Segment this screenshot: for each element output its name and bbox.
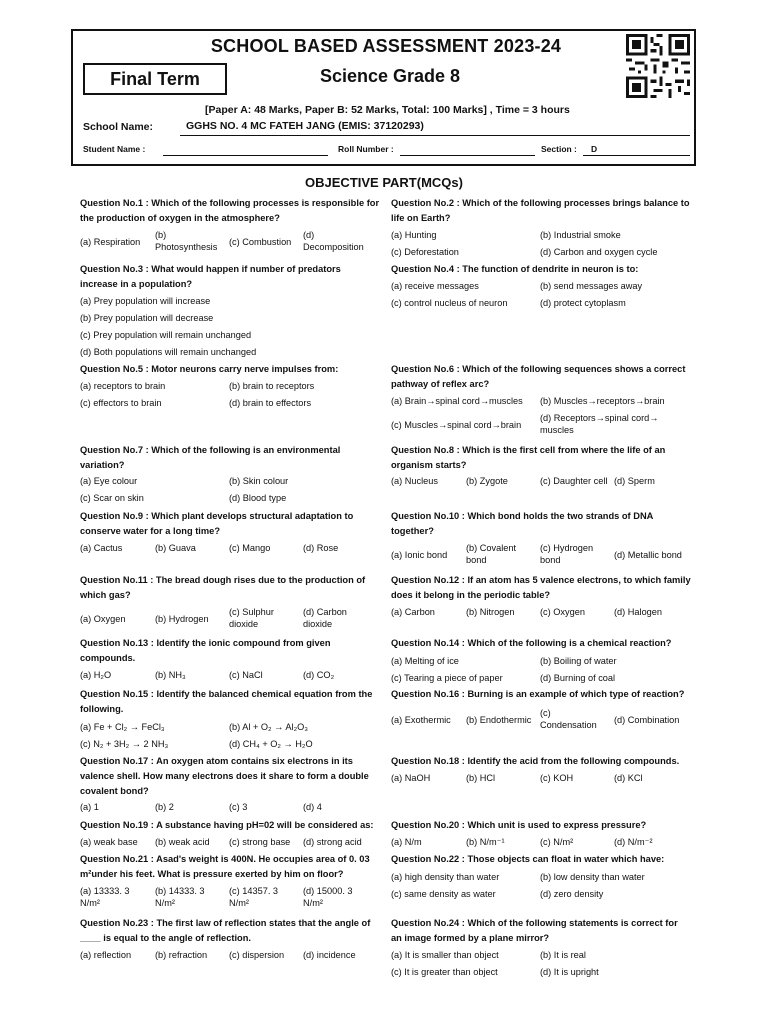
option-a[interactable]: (a) NaOH <box>391 773 431 783</box>
option-d[interactable]: (d) KCl <box>614 773 643 783</box>
option-d[interactable]: (d) It is upright <box>540 967 599 977</box>
option-b[interactable]: (b) refraction <box>155 950 208 960</box>
option-d[interactable]: (d) Combination <box>614 715 680 725</box>
option-c[interactable]: (c) It is greater than object <box>391 967 498 977</box>
option-c[interactable]: (c) Daughter cell <box>540 476 608 486</box>
option-d[interactable]: (d) strong acid <box>303 837 362 847</box>
option-d[interactable]: (d) Decomposition <box>303 230 364 252</box>
option-b[interactable]: (b) Covalent bond <box>466 543 517 565</box>
option-c[interactable]: (c) Scar on skin <box>80 493 144 503</box>
option-b[interactable]: (b) send messages away <box>540 281 643 291</box>
qr-code-icon <box>626 34 690 98</box>
question-13: Question No.13 : Identify the ionic compound from given compounds. <box>80 638 331 663</box>
page-title: SCHOOL BASED ASSESSMENT 2023-24 <box>210 36 562 56</box>
option-c[interactable]: (c) Deforestation <box>391 247 459 257</box>
option-b[interactable]: (b) Endothermic <box>466 715 532 725</box>
option-b[interactable]: (b) Boiling of water <box>540 656 617 666</box>
option-c[interactable]: (c) Hydrogen bond <box>540 543 594 565</box>
option-d[interactable]: (d) protect cytoplasm <box>540 298 626 308</box>
school-name-line <box>180 135 690 136</box>
question-11: Question No.11 : The bread dough rises due to the production of which gas? <box>80 575 366 600</box>
question-1: Question No.1 : Which of the following processes is responsible for the production of oxygen in the atmosphere? <box>80 198 380 223</box>
option-c[interactable]: (c) Muscles→spinal cord→brain <box>391 420 522 430</box>
option-c[interactable]: (c) control nucleus of neuron <box>391 298 508 308</box>
section-label: Section : <box>541 144 577 154</box>
option-d[interactable]: (d) Burning of coal <box>540 673 616 683</box>
student-name-label: Student Name : <box>83 144 146 154</box>
school-label: School Name: <box>83 121 154 133</box>
question-18: Question No.18 : Identify the acid from the following compounds. <box>391 756 680 766</box>
option-d[interactable]: (d) Sperm <box>614 476 655 486</box>
option-a[interactable]: (a) Carbon <box>391 607 435 617</box>
option-a[interactable]: (a) Melting of ice <box>391 656 459 666</box>
option-a[interactable]: (a) Oxygen <box>80 614 126 624</box>
question-21: Question No.21 : Asad's weight is 400N. He occupies area of 0. 03 m²under his feet. What is pressure exerted by him on floor? <box>80 854 370 879</box>
question-23: Question No.23 : The first law of reflection states that the angle of ____ is equal to the angle of reflection. <box>80 918 371 943</box>
option-a[interactable]: (a) Hunting <box>391 230 437 240</box>
section-value: D <box>591 144 598 154</box>
option-b[interactable]: (b) brain to receptors <box>229 381 315 391</box>
option-a[interactable]: (a) Prey population will increase <box>80 296 211 306</box>
section-title: OBJECTIVE PART(MCQs) <box>305 175 463 190</box>
option-a[interactable]: (a) high density than water <box>391 872 500 882</box>
option-b[interactable]: (b) Nitrogen <box>466 607 515 617</box>
roll-number-label: Roll Number : <box>338 144 394 154</box>
option-c[interactable]: (c) strong base <box>229 837 291 847</box>
question-19: Question No.19 : A substance having pH=02 will be considered as: <box>80 820 374 830</box>
option-d[interactable]: (d) Both populations will remain unchanged <box>80 347 257 357</box>
option-d[interactable]: (d) Carbon dioxide <box>303 607 347 629</box>
option-c[interactable]: (c) KOH <box>540 773 574 783</box>
option-c[interactable]: (c) 14357. 3 N/m² <box>229 886 279 908</box>
option-d[interactable]: (d) incidence <box>303 950 356 960</box>
option-b[interactable]: (b) low density than water <box>540 872 645 882</box>
question-4: Question No.4 : The function of dendrite in neuron is to: <box>391 264 639 274</box>
option-a[interactable]: (a) Respiration <box>80 237 141 247</box>
option-a[interactable]: (a) 1 <box>80 802 99 812</box>
option-a[interactable]: (a) N/m <box>391 837 422 847</box>
option-a[interactable]: (a) weak base <box>80 837 138 847</box>
question-8: Question No.8 : Which is the first cell from where the life of an organism starts? <box>391 445 666 470</box>
option-a[interactable]: (a) Fe + Cl₂ → FeCl₃ <box>80 722 165 732</box>
option-d[interactable]: (d) Rose <box>303 543 339 553</box>
question-6: Question No.6 : Which of the following sequences shows a correct pathway of reflex arc? <box>391 364 686 389</box>
question-12: Question No.12 : If an atom has 5 valence electrons, to which family does it belong in the periodic table? <box>391 575 691 600</box>
option-d[interactable]: (d) Carbon and oxygen cycle <box>540 247 658 257</box>
question-22: Question No.22 : Those objects can float in water which have: <box>391 854 665 864</box>
option-c[interactable]: (c) 3 <box>229 802 248 812</box>
option-c[interactable]: (c) Oxygen <box>540 607 585 617</box>
option-c[interactable]: (c) Sulphur dioxide <box>229 607 274 629</box>
option-c[interactable]: (c) Condensation <box>540 708 597 730</box>
option-b[interactable]: (b) 14333. 3 N/m² <box>155 886 205 908</box>
option-c[interactable]: (c) N₂ + 3H₂ → 2 NH₃ <box>80 739 169 749</box>
question-15: Question No.15 : Identify the balanced chemical equation from the following. <box>80 689 373 714</box>
option-b[interactable]: (b) Al + O₂ → Al₂O₃ <box>229 722 309 732</box>
option-c[interactable]: (c) same density as water <box>391 889 496 899</box>
option-b[interactable]: (b) N/m⁻¹ <box>466 837 505 847</box>
subject-title: Science Grade 8 <box>319 66 461 86</box>
option-a[interactable]: (a) Cactus <box>80 543 123 553</box>
option-c[interactable]: (c) Combustion <box>229 237 292 247</box>
option-d[interactable]: (d) Metallic bond <box>614 550 682 560</box>
option-d[interactable]: (d) Blood type <box>229 493 287 503</box>
option-b[interactable]: (b) Skin colour <box>229 476 289 486</box>
option-b[interactable]: (b) HCl <box>466 773 496 783</box>
option-a[interactable]: (a) Exothermic <box>391 715 451 725</box>
term-box: Final Term <box>83 63 227 95</box>
student-name-field[interactable] <box>163 155 328 156</box>
option-c[interactable]: (c) dispersion <box>229 950 285 960</box>
option-b[interactable]: (b) Hydrogen <box>155 614 209 624</box>
option-d[interactable]: (d) 15000. 3 N/m² <box>303 886 353 908</box>
option-d[interactable]: (d) zero density <box>540 889 604 899</box>
question-3: Question No.3 : What would happen if number of predators increase in a population? <box>80 264 341 289</box>
option-a[interactable]: (a) Ionic bond <box>391 550 448 560</box>
option-d[interactable]: (d) CO₂ <box>303 670 335 680</box>
option-b[interactable]: (b) NH₃ <box>155 670 186 680</box>
roll-number-field[interactable] <box>400 155 535 156</box>
question-14: Question No.14 : Which of the following is a chemical reaction? <box>391 638 672 648</box>
option-a[interactable]: (a) H₂O <box>80 670 112 680</box>
option-d[interactable]: (d) Halogen <box>614 607 663 617</box>
question-10: Question No.10 : Which bond holds the two strands of DNA together? <box>391 511 654 536</box>
option-c[interactable]: (c) NaCl <box>229 670 263 680</box>
option-d[interactable]: (d) CH₄ + O₂ → H₂O <box>229 739 313 749</box>
question-16: Question No.16 : Burning is an example of which type of reaction? <box>391 689 685 699</box>
option-c[interactable]: (c) effectors to brain <box>80 398 162 408</box>
option-a[interactable]: (a) It is smaller than object <box>391 950 499 960</box>
option-b[interactable]: (b) Prey population will decrease <box>80 313 214 323</box>
question-5: Question No.5 : Motor neurons carry nerve impulses from: <box>80 364 339 374</box>
question-7: Question No.7 : Which of the following is an environmental variation? <box>80 445 341 470</box>
option-a[interactable]: (a) Eye colour <box>80 476 138 486</box>
school-name: GGHS NO. 4 MC FATEH JANG (EMIS: 37120293) <box>186 120 424 132</box>
option-a[interactable]: (a) receptors to brain <box>80 381 166 391</box>
option-c[interactable]: (c) Prey population will remain unchanged <box>80 330 252 340</box>
option-b[interactable]: (b) Industrial smoke <box>540 230 621 240</box>
question-20: Question No.20 : Which unit is used to express pressure? <box>391 820 647 830</box>
option-d[interactable]: (d) 4 <box>303 802 322 812</box>
option-d[interactable]: (d) brain to effectors <box>229 398 312 408</box>
option-b[interactable]: (b) Zygote <box>466 476 508 486</box>
option-c[interactable]: (c) N/m² <box>540 837 574 847</box>
option-a[interactable]: (a) reflection <box>80 950 132 960</box>
option-b[interactable]: (b) weak acid <box>155 837 210 847</box>
option-c[interactable]: (c) Mango <box>229 543 271 553</box>
option-b[interactable]: (b) Muscles→receptors→brain <box>540 396 665 406</box>
option-b[interactable]: (b) Guava <box>155 543 196 553</box>
option-d[interactable]: (d) Receptors→spinal cord→ muscles <box>540 413 659 435</box>
option-a[interactable]: (a) 13333. 3 N/m² <box>80 886 130 908</box>
paper-info: [Paper A: 48 Marks, Paper B: 52 Marks, Total: 100 Marks] , Time = 3 hours <box>205 104 570 116</box>
option-a[interactable]: (a) Nucleus <box>391 476 438 486</box>
option-b[interactable]: (b) It is real <box>540 950 586 960</box>
option-d[interactable]: (d) N/m⁻² <box>614 837 653 847</box>
option-a[interactable]: (a) receive messages <box>391 281 479 291</box>
section-field[interactable] <box>583 155 690 156</box>
question-2: Question No.2 : Which of the following processes brings balance to life on Earth? <box>391 198 690 223</box>
question-17: Question No.17 : An oxygen atom contains six electrons in its valence shell. How many electrons does it share to form a double covalent bond? <box>80 756 369 796</box>
option-b[interactable]: (b) Photosynthesis <box>155 230 218 252</box>
option-a[interactable]: (a) Brain→spinal cord→muscles <box>391 396 523 406</box>
question-24: Question No.24 : Which of the following statements is correct for an image formed by a plane mirror? <box>391 918 678 943</box>
option-b[interactable]: (b) 2 <box>155 802 174 812</box>
option-c[interactable]: (c) Tearing a piece of paper <box>391 673 503 683</box>
question-9: Question No.9 : Which plant develops structural adaptation to conserve water for a long time? <box>80 511 354 536</box>
